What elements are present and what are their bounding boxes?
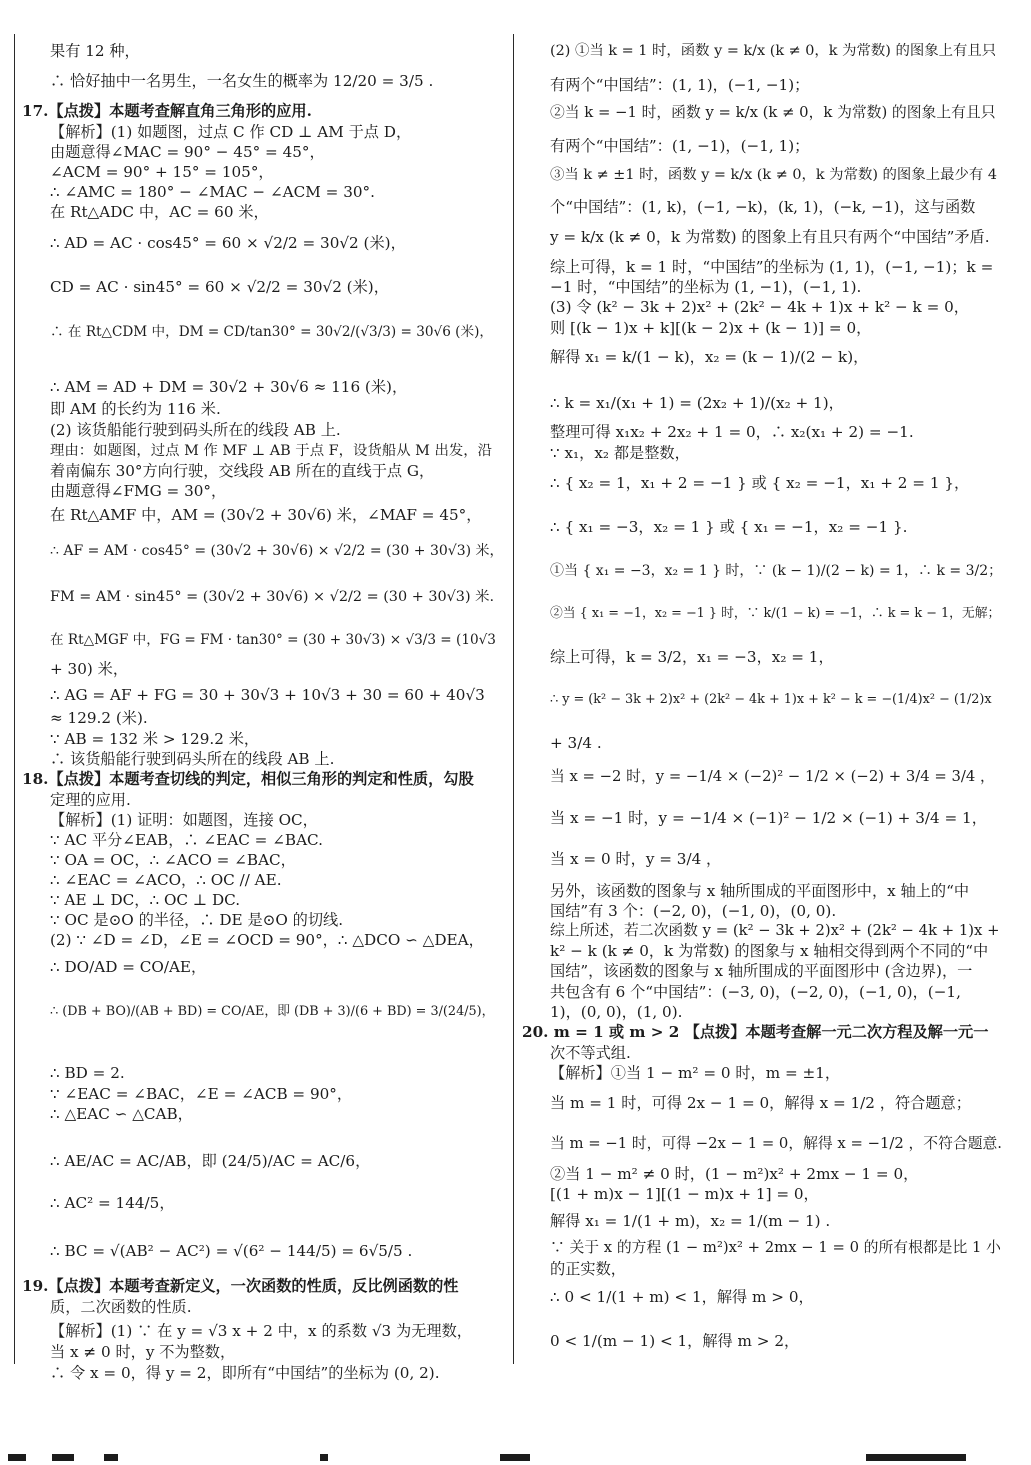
left-column-line: 由题意得∠MAC = 90° − 45° = 45°，	[50, 143, 325, 161]
right-column-line: ①当 { x₁ = −3，x₂ = 1 } 时，∵ (k − 1)/(2 − k) = 1，∴ k = 3/2；	[550, 563, 1003, 579]
left-column-line: ∴ 令 x = 0，得 y = 2，即所有“中国结”的坐标为 (0, 2).	[50, 1364, 440, 1382]
right-column-line: 1)，(0, 0)，(1, 0).	[550, 1003, 683, 1021]
column-divider	[513, 34, 514, 1364]
left-column-line: ∴ BC = √(AB² − AC²) = √(6² − 144/5) = 6√5/5 .	[50, 1242, 413, 1260]
left-column-line: ∴ 该货船能行驶到码头所在的线段 AB 上.	[50, 750, 335, 768]
right-column-line: ∵ 关于 x 的方程 (1 − m²)x² + 2mx − 1 = 0 的所有根都是比 1 小	[550, 1239, 1001, 1256]
left-column-line: 在 Rt△AMF 中，AM = (30√2 + 30√6) 米，∠MAF = 45°，	[50, 506, 482, 524]
right-column-line: [(1 + m)x − 1][(1 − m)x + 1] = 0，	[550, 1185, 819, 1203]
left-column-line: ∵ AE ⊥ DC，∴ OC ⊥ DC.	[50, 891, 241, 909]
right-column-line: ③当 k ≠ ±1 时，函数 y = k/x (k ≠ 0，k 为常数) 的图象上最少有 4	[550, 167, 998, 183]
right-column-line: 次不等式组.	[550, 1044, 631, 1062]
right-column-line: 解得 x₁ = k/(1 − k)，x₂ = (k − 1)/(2 − k)，	[550, 348, 869, 366]
right-column-line: 另外，该函数的图象与 x 轴所围成的平面图形中，x 轴上的“中	[550, 882, 970, 900]
left-margin-rule	[14, 34, 15, 1364]
right-column-line: 20. m = 1 或 m > 2 【点拨】本题考查解一元二次方程及解一元一	[522, 1023, 989, 1041]
left-column-line: ∴ AF = AM · cos45° = (30√2 + 30√6) × √2/2 = (30 + 30√3) 米，	[50, 543, 504, 559]
right-column-line: 综上可得，k = 3/2，x₁ = −3，x₂ = 1，	[550, 648, 834, 666]
left-column-line: ∴ AM = AD + DM = 30√2 + 30√6 ≈ 116 (米)，	[50, 378, 408, 396]
left-column-line: 着南偏东 30°方向行驶，交线段 AB 所在的直线于点 G，	[50, 462, 435, 480]
right-column-line: y = k/x (k ≠ 0，k 为常数) 的图象上有且只有两个“中国结”矛盾.	[550, 228, 990, 246]
right-column-line: 解得 x₁ = 1/(1 + m)，x₂ = 1/(m − 1) .	[550, 1212, 831, 1230]
right-column-line: 【解析】①当 1 − m² = 0 时，m = ±1，	[550, 1064, 841, 1082]
left-column-line: ∵ AC 平分∠EAB，∴ ∠EAC = ∠BAC.	[50, 831, 323, 849]
left-column-line: 【解析】(1) ∵ 在 y = √3 x + 2 中，x 的系数 √3 为无理数，	[50, 1322, 472, 1340]
left-column-line: ∴ DO/AD = CO/AE，	[50, 958, 207, 976]
right-column-line: 当 m = −1 时，可得 −2x − 1 = 0，解得 x = −1/2 ，不符合题意.	[550, 1135, 1002, 1152]
right-column-line: ②当 1 − m² ≠ 0 时，(1 − m²)x² + 2mx − 1 = 0，	[550, 1165, 919, 1183]
left-column-line: ≈ 129.2 (米).	[50, 709, 148, 727]
right-column-line: 的正实数，	[550, 1260, 626, 1278]
left-column-line: 定理的应用.	[50, 791, 131, 809]
right-column-line: k² − k (k ≠ 0，k 为常数) 的图象与 x 轴相交得到两个不同的“中	[550, 942, 989, 960]
left-column-line: 由题意得∠FMG = 30°，	[50, 482, 227, 500]
left-column-line: ∴ ∠EAC = ∠ACO，∴ OC // AE.	[50, 871, 282, 889]
left-column-line: 19.【点拨】本题考查新定义，一次函数的性质，反比例函数的性	[22, 1277, 459, 1295]
right-column-line: 有两个“中国结”：(1, 1)，(−1, −1)；	[550, 76, 810, 94]
left-column-line: (2) 该货船能行驶到码头所在的线段 AB 上.	[50, 421, 341, 439]
left-column-line: + 30) 米，	[50, 660, 129, 678]
right-column-line: + 3/4 .	[550, 734, 602, 752]
left-column-line: 【解析】(1) 如题图，过点 C 作 CD ⊥ AM 于点 D，	[50, 123, 412, 141]
left-column-line: ∠ACM = 90° + 15° = 105°，	[50, 163, 274, 181]
left-column-line: ∴ AE/AC = AC/AB，即 (24/5)/AC = AC/6，	[50, 1152, 371, 1170]
right-column-line: 国结”，该函数的图象与 x 轴所围成的平面图形中 (含边界)，一	[550, 962, 973, 980]
right-column-line: (2) ①当 k = 1 时，函数 y = k/x (k ≠ 0，k 为常数) 的图象上有且只	[550, 43, 997, 59]
left-column-line: 当 x ≠ 0 时，y 不为整数，	[50, 1343, 236, 1361]
left-column-line: ∵ OA = OC，∴ ∠ACO = ∠BAC，	[50, 851, 296, 869]
left-column-line: ∴ (DB + BO)/(AB + BD) = CO/AE，即 (DB + 3)/(6 + BD) = 3/(24/5)，	[50, 1004, 495, 1019]
right-column-line: −1 时，“中国结”的坐标为 (1, −1)，(−1, 1).	[550, 278, 862, 296]
right-column-line: 当 m = 1 时，可得 2x − 1 = 0，解得 x = 1/2 ，符合题意；	[550, 1094, 971, 1112]
right-column-line: 个“中国结”：(1, k)，(−1, −k)，(k, 1)，(−k, −1)，这与函数	[550, 198, 976, 216]
right-column-line: 国结”有 3 个：(−2, 0)，(−1, 0)，(0, 0).	[550, 902, 837, 920]
left-column-line: (2) ∵ ∠D = ∠D，∠E = ∠OCD = 90°，∴ △DCO ∽ △DEA，	[50, 931, 484, 949]
left-column-line: ∴ AC² = 144/5，	[50, 1194, 175, 1212]
left-column-line: 即 AM 的长约为 116 米.	[50, 400, 221, 418]
right-column-line: ∴ { x₂ = 1，x₁ + 2 = −1 } 或 { x₂ = −1，x₁ + 2 = 1 }，	[550, 474, 970, 492]
right-column-line: ∴ 0 < 1/(1 + m) < 1，解得 m > 0，	[550, 1288, 814, 1306]
right-column-line: 当 x = −1 时，y = −1/4 × (−1)² − 1/2 × (−1) + 3/4 = 1，	[550, 809, 987, 827]
footer-mark	[866, 1454, 966, 1461]
left-column-line: ∵ OC 是⊙O 的半径，∴ DE 是⊙O 的切线.	[50, 911, 344, 929]
right-column-line: 整理可得 x₁x₂ + 2x₂ + 1 = 0，∴ x₂(x₁ + 2) = −1.	[550, 423, 914, 441]
right-column-line: 0 < 1/(m − 1) < 1，解得 m > 2，	[550, 1332, 800, 1350]
left-column-line: 果有 12 种，	[50, 42, 140, 60]
right-column-line: 综上所述，若二次函数 y = (k² − 3k + 2)x² + (2k² − 4k + 1)x +	[550, 922, 1000, 939]
footer-mark	[104, 1454, 118, 1461]
right-column-line: 共包含有 6 个“中国结”：(−3, 0)，(−2, 0)，(−1, 0)，(−1,	[550, 983, 961, 1001]
left-column-line: ∴ ∠AMC = 180° − ∠MAC − ∠ACM = 30°.	[50, 183, 375, 201]
right-column-line: ∴ { x₁ = −3，x₂ = 1 } 或 { x₁ = −1，x₂ = −1 }.	[550, 518, 908, 536]
left-column-line: ∴ AG = AF + FG = 30 + 30√3 + 10√3 + 30 = 60 + 40√3	[50, 686, 485, 704]
left-column-line: ∵ AB = 132 米 > 129.2 米，	[50, 730, 260, 748]
right-column-line: 则 [(k − 1)x + k][(k − 2)x + (k − 1)] = 0，	[550, 319, 872, 337]
right-column-line: 当 x = 0 时，y = 3/4 ，	[550, 850, 722, 868]
left-column-line: ∴ 在 Rt△CDM 中，DM = CD/tan30° = 30√2/(√3/3) = 30√6 (米)，	[50, 324, 493, 340]
left-column-line: 在 Rt△MGF 中，FG = FM · tan30° = (30 + 30√3) × √3/3 = (10√3	[50, 632, 496, 648]
footer-mark	[320, 1454, 328, 1461]
left-column-line: 在 Rt△ADC 中，AC = 60 米，	[50, 203, 269, 221]
right-column-line: ∴ y = (k² − 3k + 2)x² + (2k² − 4k + 1)x + k² − k = −(1/4)x² − (1/2)x	[550, 692, 992, 707]
left-column-line: ∴ AD = AC · cos45° = 60 × √2/2 = 30√2 (米)，	[50, 234, 406, 252]
right-column-line: ∵ x₁，x₂ 都是整数，	[550, 444, 690, 462]
left-column-line: 理由：如题图，过点 M 作 MF ⊥ AB 于点 F，设货船从 M 出发，沿	[50, 443, 493, 459]
right-column-line: 综上可得，k = 1 时，“中国结”的坐标为 (1, 1)，(−1, −1)；k =	[550, 258, 994, 276]
left-column-line: 17.【点拨】本题考查解直角三角形的应用.	[22, 102, 312, 120]
right-column-line: 当 x = −2 时，y = −1/4 × (−2)² − 1/2 × (−2) + 3/4 = 3/4 ，	[550, 768, 995, 785]
right-column-line: ②当 { x₁ = −1，x₂ = −1 } 时，∵ k/(1 − k) = −1，∴ k = k − 1，无解；	[550, 606, 1001, 621]
left-column-line: FM = AM · sin45° = (30√2 + 30√6) × √2/2 = (30 + 30√3) 米.	[50, 589, 495, 605]
left-column-line: ∴ 恰好抽中一名男生，一名女生的概率为 12/20 = 3/5 .	[50, 72, 434, 90]
footer-mark	[8, 1454, 26, 1461]
footer-mark	[500, 1454, 530, 1461]
left-column-line: 18.【点拨】本题考查切线的判定，相似三角形的判定和性质，勾股	[22, 770, 474, 788]
right-column-line: 有两个“中国结”：(1, −1)，(−1, 1)；	[550, 137, 810, 155]
right-column-line: ∴ k = x₁/(x₁ + 1) = (2x₂ + 1)/(x₂ + 1)，	[550, 394, 844, 412]
right-column-line: (3) 令 (k² − 3k + 2)x² + (2k² − 4k + 1)x + k² − k = 0，	[550, 298, 969, 316]
page-footer-marks	[0, 1450, 1031, 1465]
left-column-line: ∵ ∠EAC = ∠BAC，∠E = ∠ACB = 90°，	[50, 1085, 353, 1103]
left-column-line: ∴ △EAC ∽ △CAB，	[50, 1105, 193, 1123]
left-column-line: CD = AC · sin45° = 60 × √2/2 = 30√2 (米)，	[50, 278, 389, 296]
right-column-line: ②当 k = −1 时，函数 y = k/x (k ≠ 0，k 为常数) 的图象上有且只	[550, 104, 996, 121]
left-column-line: 【解析】(1) 证明：如题图，连接 OC，	[50, 811, 318, 829]
footer-mark	[52, 1454, 74, 1461]
left-column-line: ∴ BD = 2.	[50, 1064, 125, 1082]
left-column-line: 质，二次函数的性质.	[50, 1298, 192, 1316]
